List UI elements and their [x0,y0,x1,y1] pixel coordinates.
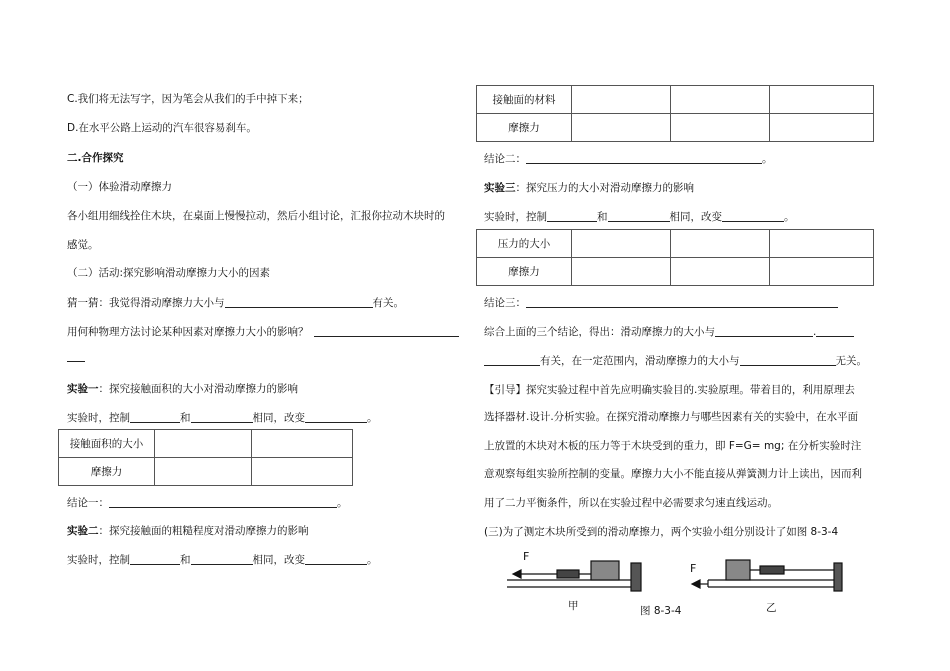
exp1-and: 和 [180,412,191,424]
summary-dot: . [813,326,817,338]
method-blank[interactable] [314,325,459,337]
exp2-blank-1[interactable] [130,553,180,565]
section-title: 二.合作探究 [67,152,124,164]
conclusion-2 [484,152,773,166]
table1-cell[interactable] [155,458,252,486]
concl2-blank[interactable] [526,152,762,164]
spring-scale-right [760,566,784,574]
stopper-right [834,563,842,591]
wood-block-left [591,561,619,580]
guess-line [67,296,404,310]
figure-label-jia: 甲 [568,600,579,612]
concl3-blank[interactable] [526,296,838,308]
table1-header-area: 接触面积的大小 [59,430,155,458]
guide-line-5: 用了二力平衡条件，所以在实验过程中必需要求匀速直线运动。 [484,497,778,509]
table2-cell[interactable] [671,114,770,142]
paragraph-1a: 各小组用细线拴住木块，在桌面上慢慢拉动，然后小组讨论，汇报你拉动木块时的 [67,210,445,222]
method-text: 用何种物理方法讨论某种因素对摩擦力大小的影响？ [67,326,309,338]
subsection-1: （一）体验滑动摩擦力 [67,181,172,193]
guess-blank[interactable] [225,296,373,308]
exp3-change: 相同，改变 [669,211,722,223]
paragraph-1b: 感觉。 [67,239,99,251]
exp3-blank-3[interactable] [722,210,784,222]
table2-cell[interactable] [770,86,874,114]
figure-yi [688,545,848,593]
summary-line-2 [484,354,867,368]
table3-cell[interactable] [671,230,770,258]
exp1-title: ：探究接触面积的大小对滑动摩擦力的影响 [98,383,298,395]
method-line [67,325,459,339]
concl2-text: 结论二： [484,153,526,165]
exp3-title: ：探究压力的大小对滑动摩擦力的影响 [515,182,694,194]
exp1-change: 相同，改变 [252,412,305,424]
exp3-end: 。 [784,211,795,223]
exp2-heading [67,524,309,538]
table3-cell[interactable] [572,230,671,258]
force-label-left: F [523,550,530,563]
table1-cell[interactable] [155,430,252,458]
method-blank-cont[interactable] [67,350,85,364]
table3-cell[interactable] [572,258,671,286]
summary-blank-4[interactable] [740,354,836,366]
summary-blank-2[interactable] [816,325,854,337]
summary-blank-1[interactable] [715,325,813,337]
concl1-end: 。 [337,497,348,509]
part-3-intro: (三)为了测定木块所受到的滑动摩擦力，两个实验小组分别设计了如图 8-3-4 [484,526,839,538]
table2-header-friction: 摩擦力 [477,114,572,142]
exp1-label: 实验一 [67,383,99,395]
exp3-heading [484,181,694,195]
spring-scale-left [557,570,579,578]
exp2-ctrl-text: 实验时，控制 [67,554,130,566]
option-c: C.我们将无法写字，因为笔会从我们的手中掉下来； [67,93,309,105]
exp3-label: 实验三 [484,182,516,194]
exp1-control-line [67,411,378,425]
exp2-and: 和 [180,554,191,566]
exp1-ctrl-text: 实验时，控制 [67,412,130,424]
guess-end: 有关。 [372,297,404,309]
exp3-and: 和 [597,211,608,223]
figure-caption: 图 8-3-4 [640,605,682,617]
guide-line-3: 上放置的木块对木板的压力等于木块受到的重力，即 F=G= mg; 在分析实验时注 [484,440,862,452]
exp2-blank-3[interactable] [305,553,367,565]
conclusion-1 [67,496,348,510]
table2-cell[interactable] [671,86,770,114]
force-label-right: F [690,562,697,575]
wood-block-right [726,560,750,580]
table2-header-material: 接触面的材料 [477,86,572,114]
guess-text: 猜一猜：我觉得滑动摩擦力大小与 [67,297,225,309]
guide-line-1: 【引导】探究实验过程中首先应明确实验目的.实验原理。带着目的，利用原理去 [484,384,855,396]
exp1-heading [67,382,298,396]
table2-cell[interactable] [572,114,671,142]
exp2-title: ：探究接触面的粗糙程度对滑动摩擦力的影响 [98,525,309,537]
table2-cell[interactable] [770,114,874,142]
table-contact-area [58,429,353,486]
table3-header-pressure: 压力的大小 [477,230,572,258]
table3-cell[interactable] [770,230,874,258]
conclusion-3 [484,296,838,310]
guide-line-2: 选择器材.设计.分析实验。在探究滑动摩擦力与哪些因素有关的实验中，在水平面 [484,411,859,423]
table3-header-friction: 摩擦力 [477,258,572,286]
concl3-text: 结论三： [484,297,526,309]
option-d: D.在水平公路上运动的汽车很容易刹车。 [67,122,257,134]
exp1-blank-3[interactable] [305,411,367,423]
exp2-control-line [67,553,378,567]
table-pressure [476,229,874,286]
exp3-control-line [484,210,795,224]
summary-blank-3[interactable] [484,354,540,366]
summary-text-1: 综合上面的三个结论，得出：滑动摩擦力的大小与 [484,326,715,338]
summary-line-1 [484,325,854,339]
table1-header-friction: 摩擦力 [59,458,155,486]
table1-cell[interactable] [252,458,353,486]
stopper-left [631,563,641,591]
summary-end: 无关。 [835,355,867,367]
exp1-end: 。 [367,412,378,424]
exp3-ctrl-text: 实验时，控制 [484,211,547,223]
exp1-blank-1[interactable] [130,411,180,423]
exp2-change: 相同，改变 [252,554,305,566]
table3-cell[interactable] [671,258,770,286]
exp3-blank-2[interactable] [608,210,670,222]
figure-jia [505,545,665,593]
subsection-2: （二）活动:探究影响滑动摩擦力大小的因素 [67,267,271,279]
exp3-blank-1[interactable] [547,210,597,222]
exp2-label: 实验二 [67,525,99,537]
summary-text-2: 有关，在一定范围内，滑动摩擦力的大小与 [540,355,740,367]
table3-cell[interactable] [770,258,874,286]
exp1-blank-2[interactable] [191,411,253,423]
guide-line-4: 意观察每组实验所控制的变量。摩擦力大小不能直接从弹簧测力计上读出，因而利 [484,468,862,480]
figure-label-yi: 乙 [766,602,777,614]
exp2-blank-2[interactable] [191,553,253,565]
concl1-text: 结论一： [67,497,109,509]
concl2-end: 。 [762,153,773,165]
exp2-end: 。 [367,554,378,566]
table-contact-material [476,85,874,142]
table2-cell[interactable] [572,86,671,114]
concl1-blank[interactable] [109,496,337,508]
table1-cell[interactable] [252,430,353,458]
